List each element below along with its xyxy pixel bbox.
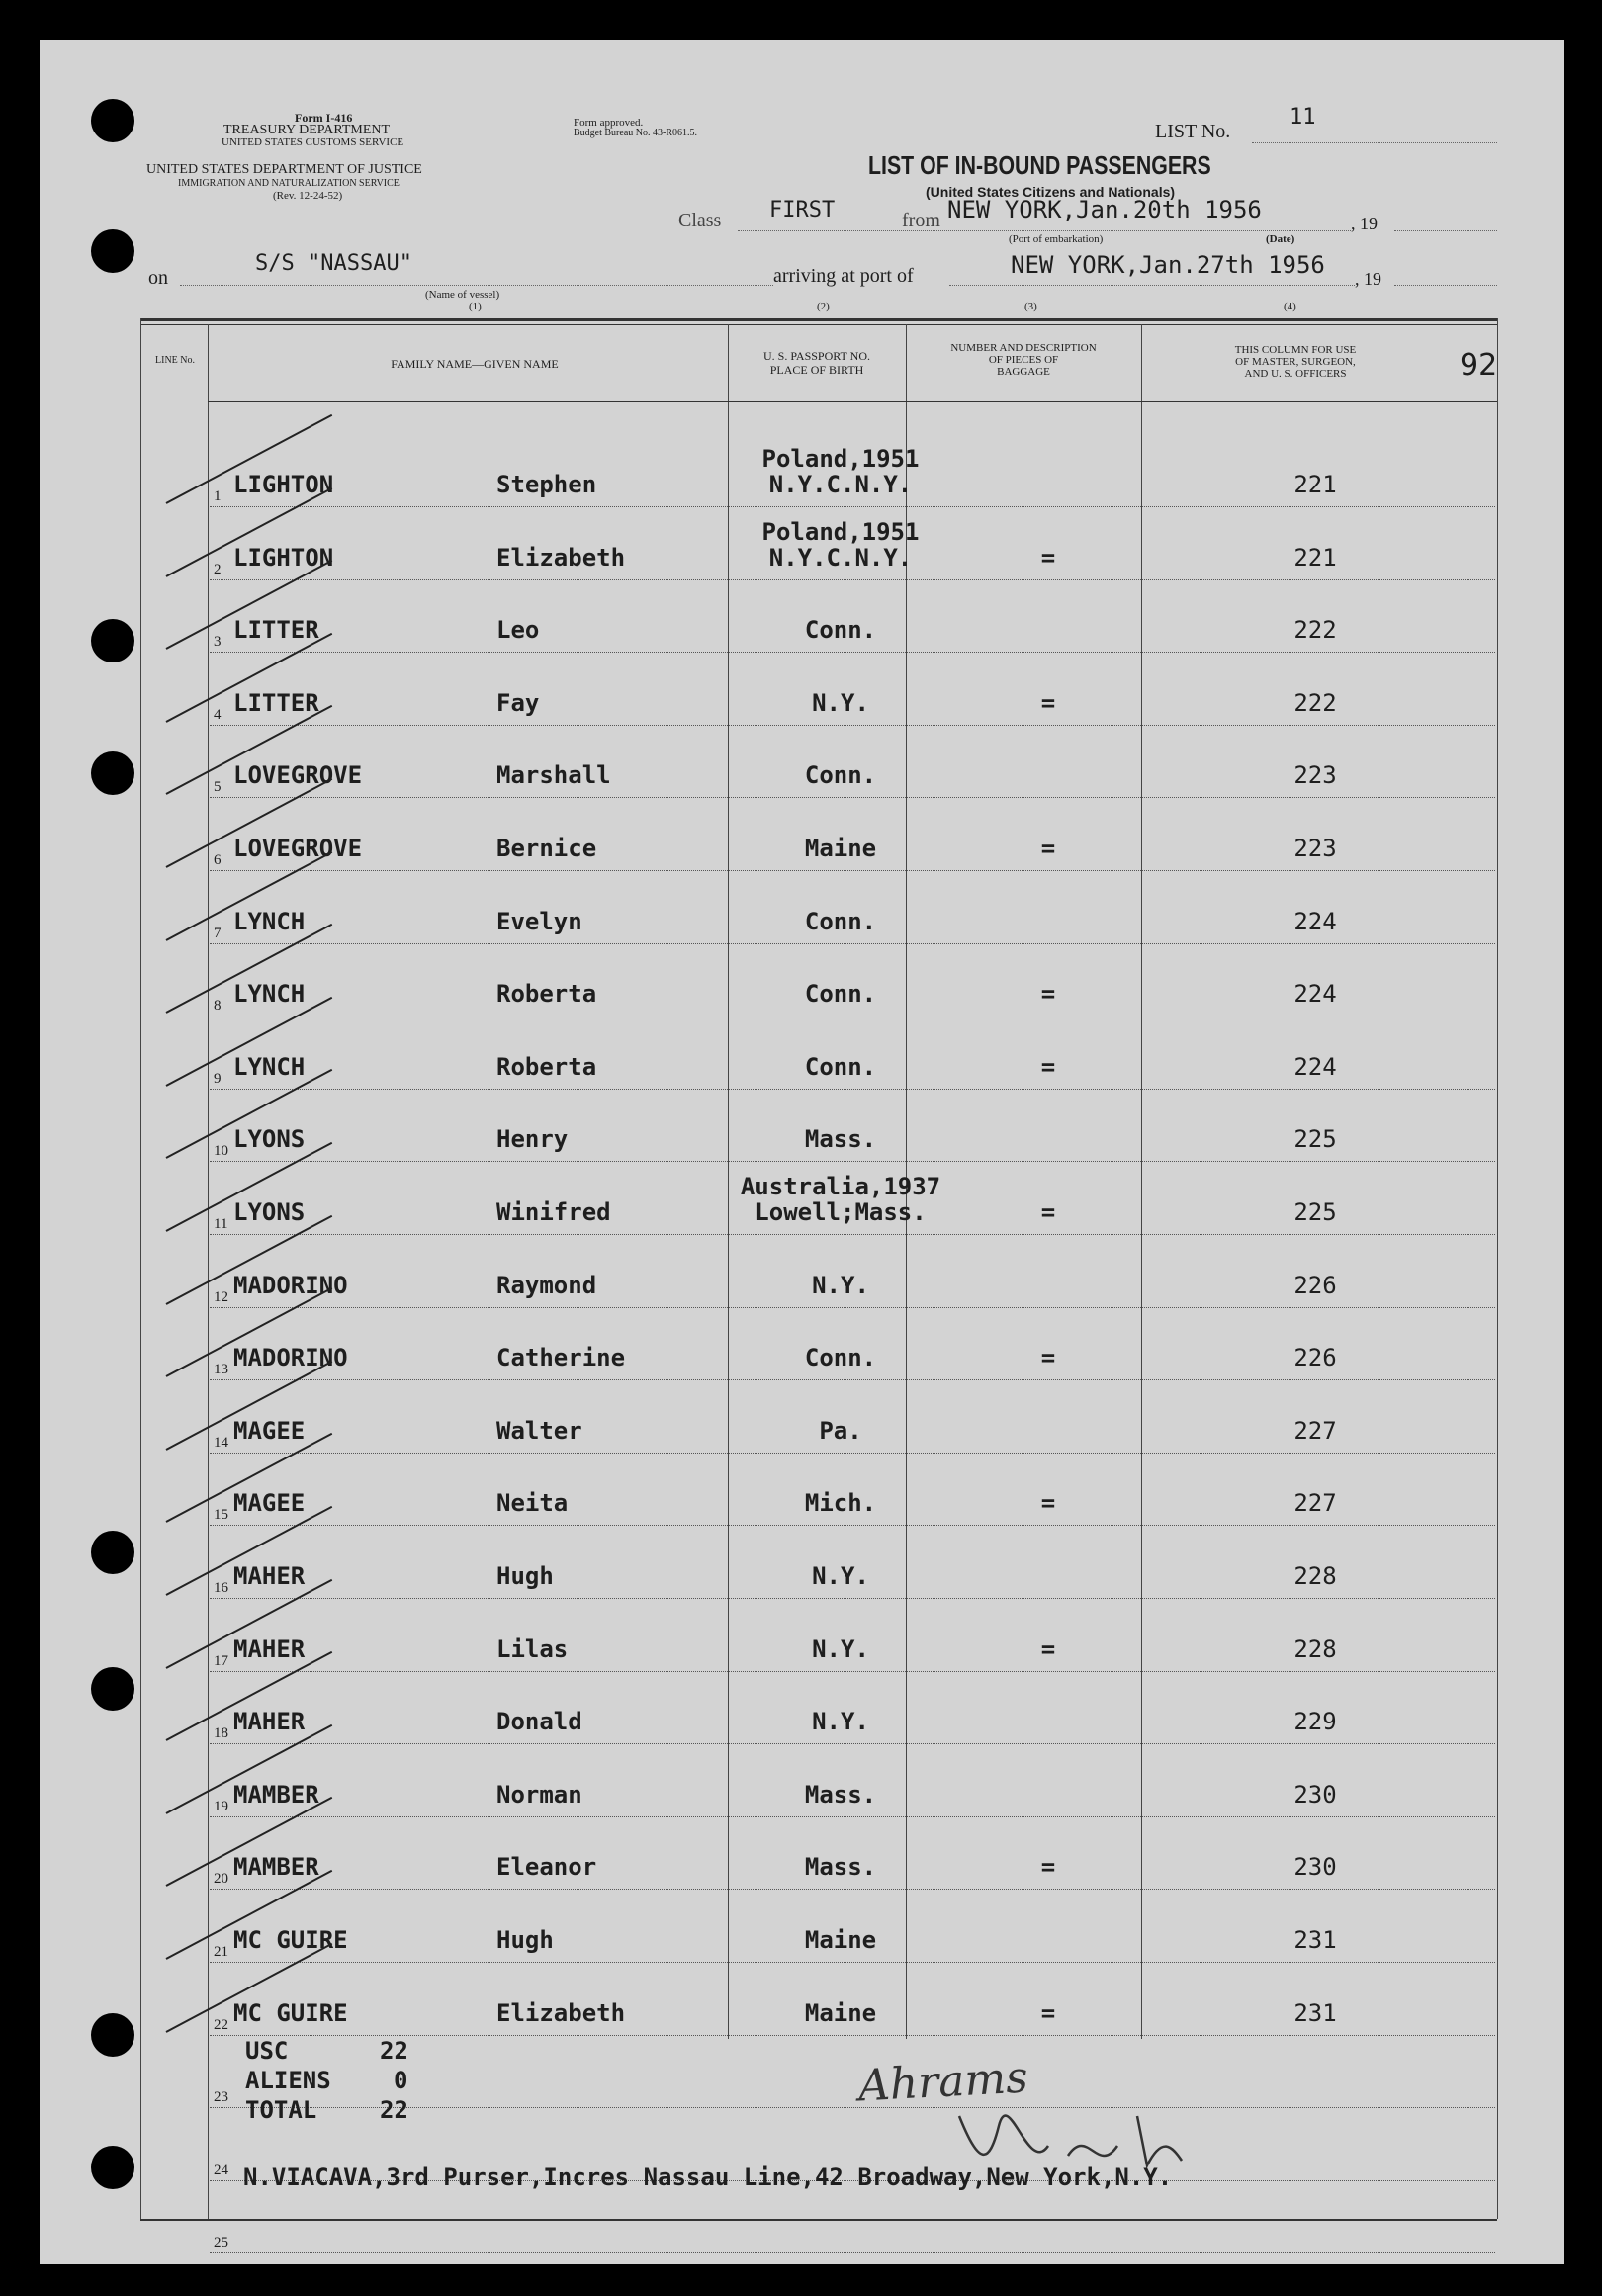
header-officers-1: THIS COLUMN FOR USE xyxy=(1234,344,1357,356)
header-officers-3: AND U. S. OFFICERS xyxy=(1244,368,1347,380)
family-name: MADORINO xyxy=(233,1271,348,1299)
row-separator xyxy=(210,1962,1495,1963)
row-separator xyxy=(210,1598,1495,1599)
family-name: LYNCH xyxy=(233,907,306,935)
officer-number: 225 xyxy=(1293,1125,1337,1154)
revision-label: (Rev. 12-24-52) xyxy=(273,190,343,202)
baggage-mark: = xyxy=(1040,1998,1056,2027)
given-name: Norman xyxy=(496,1780,582,1809)
officer-number: 223 xyxy=(1293,835,1337,862)
line-number: 16 xyxy=(214,1580,228,1596)
header-officers-2: OF MASTER, SURGEON, xyxy=(1235,356,1356,368)
place-of-birth: Conn. xyxy=(804,616,877,645)
family-name: LOVEGROVE xyxy=(233,835,363,862)
row-separator xyxy=(210,1743,1495,1744)
form-subtitle: (United States Citizens and Nationals) xyxy=(926,184,1176,200)
place-of-birth-top: Australia,1937 xyxy=(740,1173,941,1200)
place-of-birth: Conn. xyxy=(804,907,877,935)
row-separator xyxy=(210,1234,1495,1235)
officer-number: 231 xyxy=(1293,1926,1337,1954)
officer-number: 225 xyxy=(1293,1198,1337,1226)
given-name: Lilas xyxy=(496,1634,569,1663)
usc-label: USC xyxy=(245,2037,289,2065)
page-number: 92 xyxy=(1460,348,1498,383)
given-name: Winifred xyxy=(496,1198,611,1226)
family-name: LYONS xyxy=(233,1125,306,1154)
handwritten-signature: Ahrams xyxy=(856,2052,1029,2112)
given-name: Roberta xyxy=(496,980,597,1009)
row-separator xyxy=(210,1889,1495,1890)
binder-hole xyxy=(91,1667,134,1711)
place-of-birth: Mass. xyxy=(804,1780,877,1809)
officer-number: 226 xyxy=(1293,1271,1337,1299)
line-number: 11 xyxy=(214,1216,228,1232)
given-name: Raymond xyxy=(496,1271,597,1299)
line-number: 17 xyxy=(214,1652,228,1669)
vessel-line xyxy=(180,285,773,286)
line-number: 19 xyxy=(214,1798,228,1814)
officer-number: 229 xyxy=(1293,1708,1337,1736)
family-name: MAMBER xyxy=(233,1853,319,1882)
baggage-mark: = xyxy=(1040,1634,1056,1663)
baggage-mark: = xyxy=(1040,835,1056,862)
officer-number: 231 xyxy=(1293,1998,1337,2027)
table-bottom-border xyxy=(140,2219,1497,2221)
officer-number: 230 xyxy=(1293,1853,1337,1882)
purser-signature: N.VIACAVA,3rd Purser,Incres Nassau Line,42 Broadway,New York,N.Y. xyxy=(243,2164,1173,2191)
line-number: 7 xyxy=(214,925,222,941)
family-name: LYNCH xyxy=(233,1052,306,1081)
officer-number: 221 xyxy=(1293,471,1337,498)
on-label: on xyxy=(148,267,168,289)
row-separator xyxy=(210,2035,1495,2036)
line-number: 5 xyxy=(214,779,222,796)
year-suffix-2: , 19 xyxy=(1355,269,1381,289)
place-of-birth: N.Y. xyxy=(812,1634,869,1663)
place-of-birth: N.Y. xyxy=(812,1271,869,1299)
row-separator xyxy=(210,2252,1495,2253)
family-name: LYONS xyxy=(233,1198,306,1226)
line-number: 13 xyxy=(214,1362,228,1378)
usc-value: 22 xyxy=(380,2037,408,2065)
place-of-birth: N.Y.C.N.Y. xyxy=(768,543,913,572)
place-of-birth-top: Poland,1951 xyxy=(761,445,920,473)
family-name: MC GUIRE xyxy=(233,1926,348,1954)
line-number: 25 xyxy=(214,2235,228,2252)
row-separator xyxy=(210,1379,1495,1380)
given-name: Catherine xyxy=(496,1344,626,1372)
header-baggage-2: OF PIECES OF xyxy=(988,354,1059,366)
given-name: Evelyn xyxy=(496,907,582,935)
place-of-birth: Conn. xyxy=(804,761,877,790)
place-of-birth-top: Poland,1951 xyxy=(761,517,920,546)
given-name: Fay xyxy=(496,688,540,717)
date-label: (Date) xyxy=(1266,233,1295,245)
family-name: LITTER xyxy=(233,616,319,645)
year-suffix-1: , 19 xyxy=(1351,214,1378,233)
row-separator xyxy=(210,725,1495,726)
given-name: Stephen xyxy=(496,471,597,498)
place-of-birth: Conn. xyxy=(804,1052,877,1081)
family-name: MAGEE xyxy=(233,1489,306,1518)
family-name: MAGEE xyxy=(233,1416,306,1445)
col4-num: (4) xyxy=(1284,301,1296,312)
vessel-value: S/S "NASSAU" xyxy=(255,251,412,276)
row-separator xyxy=(210,1161,1495,1162)
form-number: Form I-416 xyxy=(295,111,353,125)
baggage-mark: = xyxy=(1040,1198,1056,1226)
given-name: Bernice xyxy=(496,835,597,862)
given-name: Hugh xyxy=(496,1926,554,1954)
place-of-birth: Lowell;Mass. xyxy=(755,1198,927,1226)
row-separator xyxy=(210,943,1495,944)
header-baggage-3: BAGGAGE xyxy=(997,366,1050,378)
given-name: Marshall xyxy=(496,761,611,790)
class-label: Class xyxy=(678,210,722,231)
place-of-birth: Pa. xyxy=(819,1416,862,1445)
family-name: MAHER xyxy=(233,1562,306,1590)
total-value: 22 xyxy=(380,2096,408,2124)
port-embarkation-label: (Port of embarkation) xyxy=(1009,233,1104,245)
family-name: MAHER xyxy=(233,1708,306,1736)
line-number: 3 xyxy=(214,634,222,651)
class-value: FIRST xyxy=(769,198,836,222)
year-line-2 xyxy=(1394,285,1497,286)
line-number: 21 xyxy=(214,1944,228,1960)
immigration-label: IMMIGRATION AND NATURALIZATION SERVICE xyxy=(178,178,400,189)
line-number: 20 xyxy=(214,1871,228,1888)
officer-number: 227 xyxy=(1293,1489,1337,1518)
family-name: LYNCH xyxy=(233,980,306,1009)
place-of-birth: Conn. xyxy=(804,1344,877,1372)
binder-hole xyxy=(91,2146,134,2189)
form-title: LIST OF IN-BOUND PASSENGERS xyxy=(868,150,1211,180)
baggage-mark: = xyxy=(1040,1344,1056,1372)
line-number: 12 xyxy=(214,1288,228,1305)
budget-label: Budget Bureau No. 43-R061.5. xyxy=(574,128,697,138)
row-separator xyxy=(210,579,1495,580)
officer-number: 224 xyxy=(1293,1052,1337,1081)
given-name: Neita xyxy=(496,1489,569,1518)
from-value: NEW YORK,Jan.20th 1956 xyxy=(947,196,1262,223)
header-bottom-line xyxy=(208,401,1497,402)
family-name: MAMBER xyxy=(233,1780,319,1809)
total-label: TOTAL xyxy=(245,2096,317,2124)
family-name: LOVEGROVE xyxy=(233,761,363,790)
officer-number: 222 xyxy=(1293,688,1337,717)
row-separator xyxy=(210,1671,1495,1672)
line-number: 23 xyxy=(214,2089,228,2106)
col2-num: (2) xyxy=(817,301,830,312)
line-number: 14 xyxy=(214,1434,228,1451)
list-no-value: 11 xyxy=(1290,105,1316,130)
justice-label: UNITED STATES DEPARTMENT OF JUSTICE xyxy=(146,162,422,177)
place-of-birth: Mass. xyxy=(804,1853,877,1882)
officer-number: 224 xyxy=(1293,907,1337,935)
row-separator xyxy=(210,1089,1495,1090)
family-name: LITTER xyxy=(233,688,319,717)
officer-number: 227 xyxy=(1293,1416,1337,1445)
line-number: 15 xyxy=(214,1507,228,1524)
line-number: 8 xyxy=(214,998,222,1015)
row-separator xyxy=(210,652,1495,653)
year-line-1 xyxy=(1394,230,1497,231)
row-separator xyxy=(210,506,1495,507)
place-of-birth: Maine xyxy=(804,835,877,862)
given-name: Hugh xyxy=(496,1562,554,1590)
officer-number: 221 xyxy=(1293,543,1337,572)
aliens-value: 0 xyxy=(394,2067,408,2094)
family-name: MAHER xyxy=(233,1634,306,1663)
from-label: from xyxy=(902,210,940,231)
list-no-line xyxy=(1252,142,1497,143)
line-number: 10 xyxy=(214,1143,228,1160)
header-line-no: LINE No. xyxy=(155,355,195,366)
baggage-mark: = xyxy=(1040,980,1056,1009)
place-of-birth: Conn. xyxy=(804,980,877,1009)
place-of-birth: N.Y. xyxy=(812,688,869,717)
line-number: 9 xyxy=(214,1070,222,1087)
baggage-mark: = xyxy=(1040,543,1056,572)
officer-number: 226 xyxy=(1293,1344,1337,1372)
binder-hole xyxy=(91,619,134,662)
baggage-mark: = xyxy=(1040,1052,1056,1081)
baggage-mark: = xyxy=(1040,1489,1056,1518)
line-number: 1 xyxy=(214,488,222,504)
table-left-border xyxy=(140,318,141,2219)
officer-number: 224 xyxy=(1293,980,1337,1009)
line-number: 2 xyxy=(214,561,222,577)
header-place-of-birth: PLACE OF BIRTH xyxy=(769,363,864,377)
family-name: LIGHTON xyxy=(233,471,334,498)
header-baggage-1: NUMBER AND DESCRIPTION xyxy=(950,342,1097,354)
column-divider-baggage xyxy=(1141,324,1142,2039)
row-separator xyxy=(210,1453,1495,1454)
given-name: Roberta xyxy=(496,1052,597,1081)
treasury-label: TREASURY DEPARTMENT xyxy=(223,123,391,137)
given-name: Henry xyxy=(496,1125,569,1154)
line-number: 18 xyxy=(214,1725,228,1742)
aliens-label: ALIENS xyxy=(245,2067,331,2094)
officer-number: 228 xyxy=(1293,1634,1337,1663)
given-name: Elizabeth xyxy=(496,543,626,572)
row-separator xyxy=(210,797,1495,798)
binder-hole xyxy=(91,229,134,273)
row-separator xyxy=(210,870,1495,871)
place-of-birth: Maine xyxy=(804,1926,877,1954)
officer-number: 223 xyxy=(1293,761,1337,790)
binder-hole xyxy=(91,99,134,142)
place-of-birth: N.Y. xyxy=(812,1562,869,1590)
given-name: Donald xyxy=(496,1708,582,1736)
vessel-label: (Name of vessel) xyxy=(425,289,500,301)
binder-hole xyxy=(91,1531,134,1574)
row-separator xyxy=(210,1307,1495,1308)
place-of-birth: N.Y.C.N.Y. xyxy=(768,471,913,498)
customs-label: UNITED STATES CUSTOMS SERVICE xyxy=(222,136,404,148)
place-of-birth: N.Y. xyxy=(812,1708,869,1736)
given-name: Walter xyxy=(496,1416,582,1445)
header-passport-no: U. S. PASSPORT NO. xyxy=(763,349,870,363)
row-separator xyxy=(210,1525,1495,1526)
family-name: MADORINO xyxy=(233,1344,348,1372)
place-of-birth: Mass. xyxy=(804,1125,877,1154)
family-name: MC GUIRE xyxy=(233,1998,348,2027)
col1-num: (1) xyxy=(469,301,482,312)
binder-hole xyxy=(91,2013,134,2057)
document-page xyxy=(40,40,1564,2264)
table-right-border xyxy=(1497,318,1498,2219)
officer-number: 230 xyxy=(1293,1780,1337,1809)
arriving-value: NEW YORK,Jan.27th 1956 xyxy=(1011,251,1325,279)
row-separator xyxy=(210,1816,1495,1817)
line-number: 22 xyxy=(214,2016,228,2033)
header-name: FAMILY NAME—GIVEN NAME xyxy=(391,357,559,371)
baggage-mark: = xyxy=(1040,1853,1056,1882)
arriving-label: arriving at port of xyxy=(773,265,914,287)
line-number: 4 xyxy=(214,706,222,723)
arriving-line xyxy=(949,285,1355,286)
officer-number: 222 xyxy=(1293,616,1337,645)
approved-label: Form approved. xyxy=(574,117,644,129)
given-name: Leo xyxy=(496,616,540,645)
family-name: LIGHTON xyxy=(233,543,334,572)
col3-num: (3) xyxy=(1024,301,1037,312)
line-number: 24 xyxy=(214,2162,228,2178)
class-line xyxy=(738,230,1351,231)
place-of-birth: Mich. xyxy=(804,1489,877,1518)
place-of-birth: Maine xyxy=(804,1998,877,2027)
baggage-mark: = xyxy=(1040,688,1056,717)
line-number: 6 xyxy=(214,852,222,868)
given-name: Elizabeth xyxy=(496,1998,626,2027)
given-name: Eleanor xyxy=(496,1853,597,1882)
table-top-border-inner xyxy=(140,324,1497,325)
table-top-border xyxy=(140,318,1497,321)
list-no-label: LIST No. xyxy=(1155,121,1231,142)
binder-hole xyxy=(91,751,134,795)
officer-number: 228 xyxy=(1293,1562,1337,1590)
